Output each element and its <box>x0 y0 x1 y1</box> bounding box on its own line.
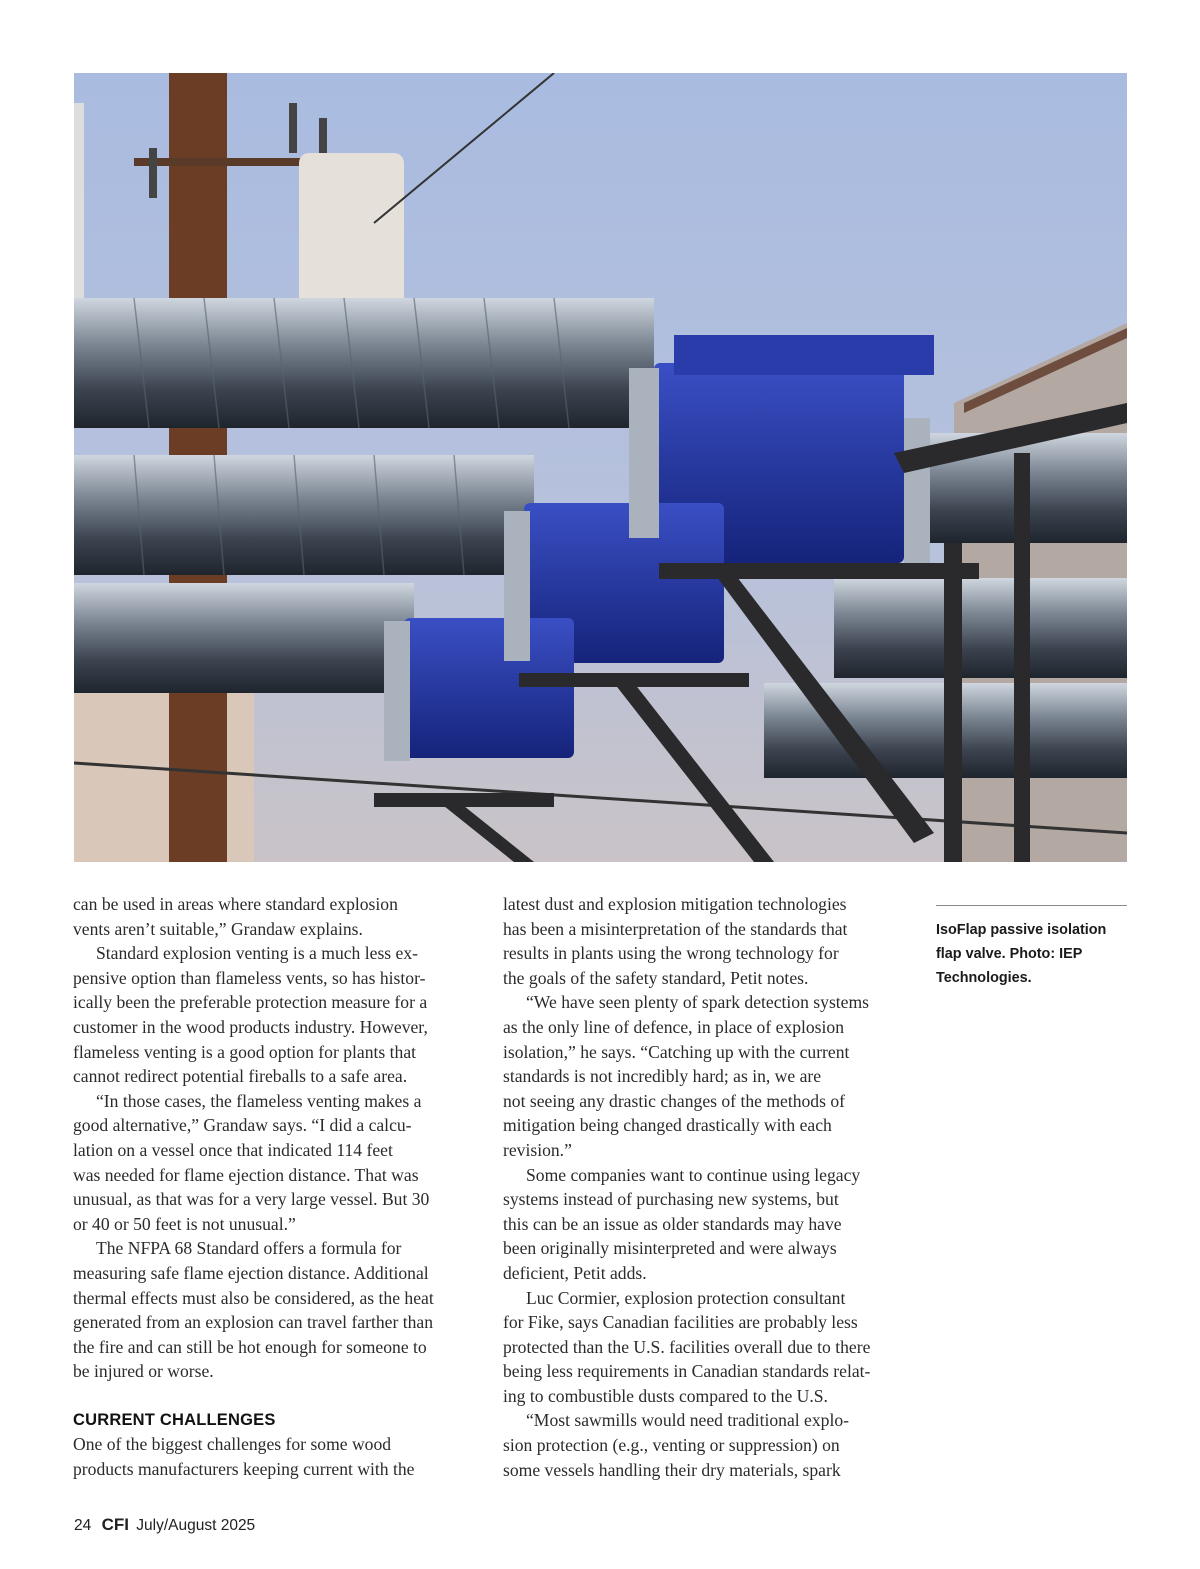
text-line: the goals of the safety standard, Petit notes. <box>503 967 809 988</box>
text-line: customer in the wood products industry. However, <box>73 1016 428 1037</box>
text-line: deficient, Petit adds. <box>503 1262 647 1283</box>
page-footer <box>74 1515 255 1535</box>
paragraph <box>73 1432 478 1481</box>
article-column-2 <box>503 892 913 1482</box>
text-line: Luc Cormier, explosion protection consultant <box>526 1287 846 1308</box>
text-line: has been a misinterpretation of the standards that <box>503 918 848 939</box>
text-line: isolation,” he says. “Catching up with the current <box>503 1041 850 1062</box>
article-column-1 <box>73 892 478 1482</box>
text-line: be injured or worse. <box>73 1361 214 1382</box>
magazine-name: CFI <box>101 1515 129 1534</box>
text-line: ically been the preferable protection measure for a <box>73 992 428 1013</box>
text-line: good alternative,” Grandaw says. “I did a calcu- <box>73 1115 412 1136</box>
text-line: measuring safe flame ejection distance. Additional <box>73 1262 429 1283</box>
text-line: generated from an explosion can travel farther than <box>73 1312 434 1333</box>
page-number: 24 <box>74 1517 92 1534</box>
text-line: being less requirements in Canadian standards relat- <box>503 1361 871 1382</box>
text-line: revision.” <box>503 1139 572 1160</box>
text-line: for Fike, says Canadian facilities are probably less <box>503 1312 858 1333</box>
text-line: this can be an issue as older standards may have <box>503 1213 842 1234</box>
text-line: The NFPA 68 Standard offers a formula for <box>96 1238 402 1259</box>
text-line: One of the biggest challenges for some wood <box>73 1434 392 1455</box>
paragraph <box>73 1236 478 1384</box>
text-line: some vessels handling their dry materials, spark <box>503 1459 841 1480</box>
text-line: “In those cases, the flameless venting makes a <box>96 1090 422 1111</box>
text-line: “We have seen plenty of spark detection systems <box>526 992 870 1013</box>
paragraph <box>503 1163 913 1286</box>
text-line: latest dust and explosion mitigation technologies <box>503 894 847 914</box>
text-line: unusual, as that was for a very large vessel. But 30 <box>73 1189 430 1210</box>
text-line: was needed for flame ejection distance. That was <box>73 1164 419 1185</box>
paragraph <box>503 990 913 1162</box>
paragraph <box>503 1286 913 1409</box>
text-line: sion protection (e.g., venting or suppression) on <box>503 1435 840 1456</box>
text-line: flameless venting is a good option for plants that <box>73 1041 417 1062</box>
text-line: mitigation being changed drastically with each <box>503 1115 832 1136</box>
paragraph <box>73 892 478 941</box>
text-line: Some companies want to continue using legacy <box>526 1164 861 1185</box>
text-line: been originally misinterpreted and were always <box>503 1238 837 1259</box>
text-line: thermal effects must also be considered, as the heat <box>73 1287 434 1308</box>
paragraph <box>73 1089 478 1237</box>
text-line: cannot redirect potential fireballs to a safe area. <box>73 1066 408 1087</box>
text-line: can be used in areas where standard explosion <box>73 894 398 914</box>
text-line: ing to combustible dusts compared to the U.S. <box>503 1385 828 1406</box>
photo-caption: IsoFlap passive isolation flap valve. Photo: IEP Technologies. <box>936 905 1127 990</box>
paragraph <box>503 1408 913 1482</box>
text-line: products manufacturers keeping current with the <box>73 1459 415 1480</box>
paragraph <box>73 941 478 1089</box>
text-line: lation on a vessel once that indicated 114 feet <box>73 1139 393 1160</box>
text-line: as the only line of defence, in place of explosion <box>503 1016 845 1037</box>
text-line: not seeing any drastic changes of the methods of <box>503 1090 846 1111</box>
article-photo <box>74 73 1127 862</box>
text-line: the fire and can still be hot enough for someone to <box>73 1336 427 1357</box>
text-line: pensive option than flameless vents, so has histor- <box>73 967 426 988</box>
text-line: vents aren’t suitable,” Grandaw explains. <box>73 918 363 939</box>
text-line: Standard explosion venting is a much less ex- <box>96 943 419 964</box>
text-line: standards is not incredibly hard; as in, we are <box>503 1066 822 1087</box>
text-line: results in plants using the wrong technology for <box>503 943 839 964</box>
text-line: or 40 or 50 feet is not unusual.” <box>73 1213 296 1234</box>
text-line: systems instead of purchasing new systems, but <box>503 1189 839 1210</box>
issue-date: July/August 2025 <box>136 1517 256 1534</box>
section-heading: CURRENT CHALLENGES <box>73 1410 276 1429</box>
paragraph <box>503 892 913 990</box>
pipes-valves-photo-icon <box>74 73 1127 862</box>
text-line: protected than the U.S. facilities overall due to there <box>503 1336 871 1357</box>
text-line: “Most sawmills would need traditional explo- <box>526 1410 849 1431</box>
